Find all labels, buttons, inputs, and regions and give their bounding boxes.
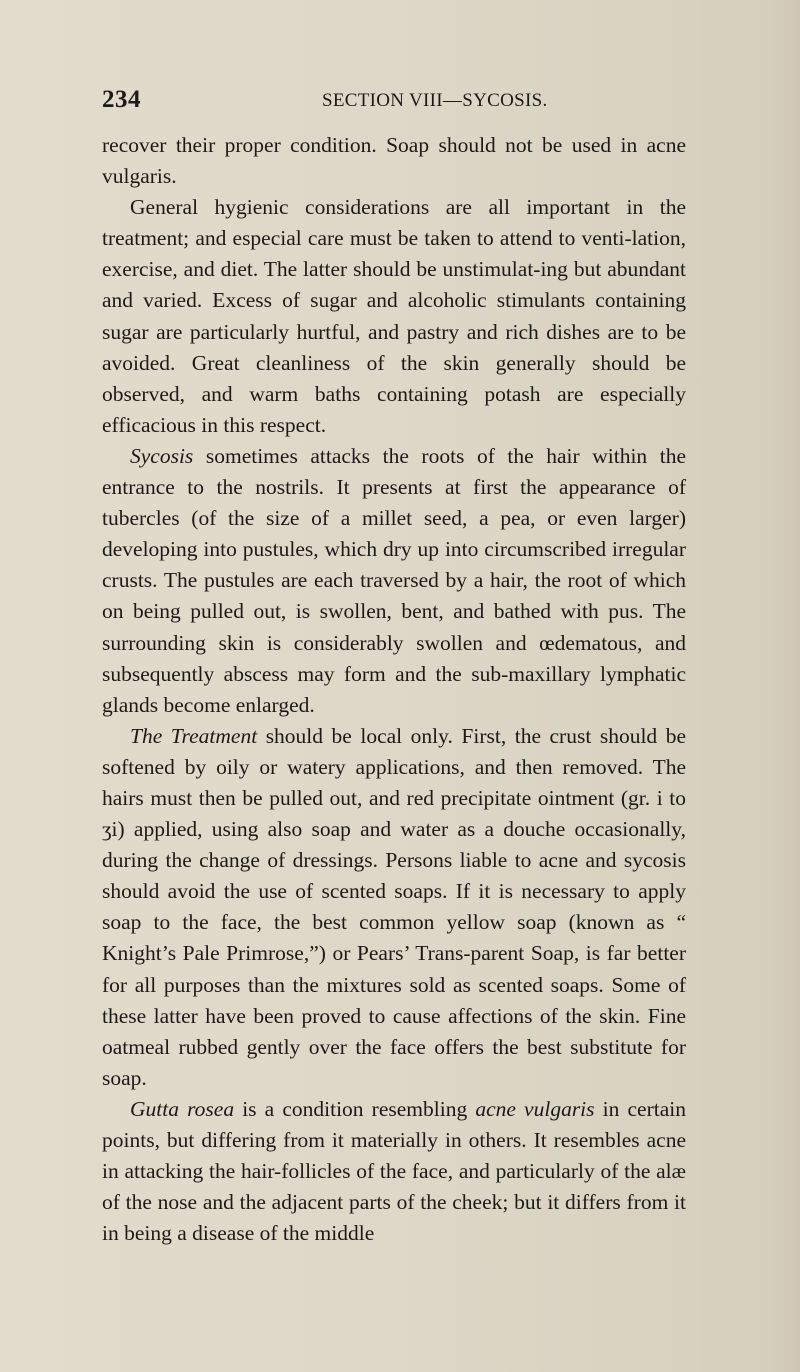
paragraph-5-term: acne vulgaris xyxy=(475,1096,595,1121)
running-head: SECTION VIII—SYCOSIS. xyxy=(322,90,548,111)
paragraph-5-text-a: is a condition resembling xyxy=(234,1096,476,1121)
paragraph-1: recover their proper condition. Soap should not be used in acne vulgaris. xyxy=(102,133,686,189)
paragraph-5 xyxy=(102,1094,686,1249)
paragraph-5-text-b: in certain points, but differing from it materially in others. It resembles acne in attacking the hair-follicles of the face, and particularly of the alæ of the nose and the adjacent parts of the cheek; but it differs from it in being a disease of the middle xyxy=(102,1096,686,1246)
paragraph-4 xyxy=(102,721,686,1094)
page-number: 234 xyxy=(102,86,141,113)
body-text xyxy=(102,130,686,1249)
paragraph-3-text: sometimes attacks the roots of the hair within the entrance to the nostrils. It presents at first the appearance of tubercles (of the size of a millet seed, a pea, or even larger) developing into pustules, which dry up into circumscribed irregular crusts. The pustules are each traversed by a hair, the root of which on being pulled out, is swollen, bent, and bathed with pus. The surrounding skin is considerably swollen and œdematous, and subsequently abscess may form and the sub-maxillary lymphatic glands become enlarged. xyxy=(102,443,686,717)
paragraph-5-lead: Gutta rosea xyxy=(130,1096,235,1121)
paragraph-3-lead: Sycosis xyxy=(130,443,194,468)
paragraph-3 xyxy=(102,441,686,721)
paragraph-4-text: should be local only. First, the crust should be softened by oily or watery applications, and then removed. The hairs must then be pulled out, and red precipitate ointment (gr. i to ʒi) applied, using also soap and water as a douche occasionally, during the change of dressings. Persons liable to acne and sycosis should avoid the use of scented soaps. If it is necessary to apply soap to the face, the best common yellow soap (known as “ Knight’s Pale Primrose,”) or Pears’ Trans-parent Soap, is far better for all purposes than the mixtures sold as scented soaps. Some of these latter have been proved to cause affections of the skin. Fine oatmeal rubbed gently over the face offers the best substitute for soap. xyxy=(102,723,686,1090)
page-header xyxy=(102,80,686,116)
paragraph-2: General hygienic considerations are all important in the treatment; and especial care must be taken to attend to venti-lation, exercise, and diet. The latter should be unstimulat-ing but abundant and varied. Excess of sugar and alcoholic stimulants containing sugar are particularly hurtful, and pastry and rich dishes are to be avoided. Great cleanliness of the skin generally should be observed, and warm baths containing potash are especially efficacious in this respect. xyxy=(102,195,686,437)
paragraph-4-lead: The Treatment xyxy=(130,723,258,748)
